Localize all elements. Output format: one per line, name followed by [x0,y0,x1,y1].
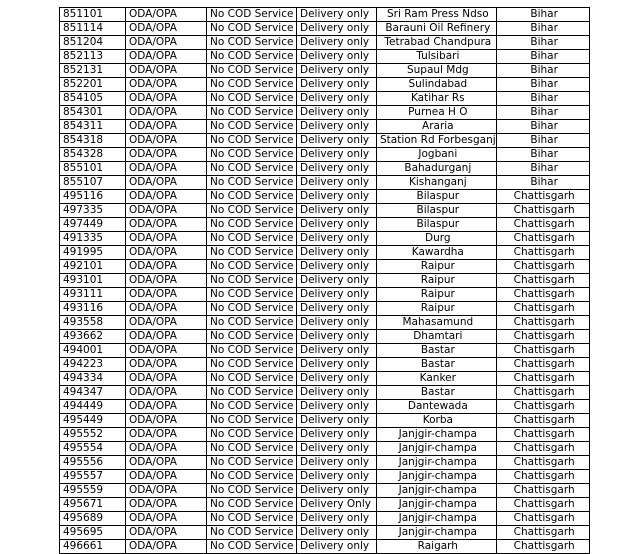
cod-status-cell: No COD Service [207,246,297,260]
location-cell: Janjgir-champa [377,498,497,512]
pincode-cell: 495671 [60,498,126,512]
pincode-cell: 493101 [60,274,126,288]
location-cell: Station Rd Forbesganj [377,134,497,148]
location-cell: Janjgir-champa [377,456,497,470]
delivery-mode-cell: Delivery only [297,92,377,106]
table-row [60,218,590,232]
state-cell: Chattisgarh [496,540,589,554]
cod-status-cell: No COD Service [207,218,297,232]
delivery-mode-cell: Delivery only [297,372,377,386]
table-row [60,386,590,400]
pincode-cell: 494347 [60,386,126,400]
service-type-cell: ODA/OPA [126,260,207,274]
service-type-cell: ODA/OPA [126,134,207,148]
table-row [60,260,590,274]
table-row [60,512,590,526]
table-row [60,190,590,204]
service-type-cell: ODA/OPA [126,470,207,484]
cod-status-cell: No COD Service [207,400,297,414]
pincode-cell: 496661 [60,540,126,554]
location-cell: Raigarh [377,540,497,554]
state-cell: Bihar [496,92,589,106]
cod-status-cell: No COD Service [207,260,297,274]
pincode-cell: 494334 [60,372,126,386]
table-row [60,428,590,442]
pincode-cell: 852131 [60,64,126,78]
location-cell: Bastar [377,386,497,400]
state-cell: Bihar [496,120,589,134]
table-row [60,344,590,358]
service-type-cell: ODA/OPA [126,526,207,540]
service-type-cell: ODA/OPA [126,274,207,288]
state-cell: Chattisgarh [496,218,589,232]
delivery-mode-cell: Delivery only [297,540,377,554]
cod-status-cell: No COD Service [207,414,297,428]
state-cell: Chattisgarh [496,204,589,218]
location-cell: Dantewada [377,400,497,414]
pincode-cell: 854318 [60,134,126,148]
table-row [60,470,590,484]
service-type-cell: ODA/OPA [126,246,207,260]
pincode-cell: 854328 [60,148,126,162]
pincode-cell: 495552 [60,428,126,442]
state-cell: Bihar [496,22,589,36]
cod-status-cell: No COD Service [207,22,297,36]
delivery-mode-cell: Delivery only [297,386,377,400]
location-cell: Janjgir-champa [377,512,497,526]
delivery-mode-cell: Delivery only [297,260,377,274]
cod-status-cell: No COD Service [207,78,297,92]
pincode-cell: 493558 [60,316,126,330]
cod-status-cell: No COD Service [207,540,297,554]
service-type-cell: ODA/OPA [126,400,207,414]
service-type-cell: ODA/OPA [126,498,207,512]
pincode-cell: 497335 [60,204,126,218]
table-row [60,232,590,246]
table-row [60,442,590,456]
service-type-cell: ODA/OPA [126,512,207,526]
location-cell: Barauni Oil Refinery [377,22,497,36]
cod-status-cell: No COD Service [207,204,297,218]
pincode-cell: 495449 [60,414,126,428]
location-cell: Raipur [377,288,497,302]
state-cell: Bihar [496,106,589,120]
table-row [60,134,590,148]
state-cell: Chattisgarh [496,526,589,540]
service-type-cell: ODA/OPA [126,36,207,50]
state-cell: Chattisgarh [496,414,589,428]
pincode-service-table [59,7,590,554]
table-row [60,22,590,36]
table-row [60,302,590,316]
pincode-cell: 495556 [60,456,126,470]
state-cell: Chattisgarh [496,288,589,302]
state-cell: Chattisgarh [496,456,589,470]
location-cell: Raipur [377,302,497,316]
service-type-cell: ODA/OPA [126,64,207,78]
state-cell: Chattisgarh [496,330,589,344]
service-type-cell: ODA/OPA [126,78,207,92]
state-cell: Chattisgarh [496,358,589,372]
state-cell: Chattisgarh [496,442,589,456]
cod-status-cell: No COD Service [207,64,297,78]
location-cell: Bastar [377,358,497,372]
location-cell: Kishanganj [377,176,497,190]
table-row [60,274,590,288]
table-row [60,36,590,50]
pincode-cell: 851204 [60,36,126,50]
state-cell: Chattisgarh [496,190,589,204]
cod-status-cell: No COD Service [207,302,297,316]
service-type-cell: ODA/OPA [126,8,207,22]
service-type-cell: ODA/OPA [126,120,207,134]
delivery-mode-cell: Delivery only [297,232,377,246]
pincode-cell: 852113 [60,50,126,64]
pincode-cell: 855101 [60,162,126,176]
cod-status-cell: No COD Service [207,232,297,246]
table-row [60,330,590,344]
delivery-mode-cell: Delivery Only [297,498,377,512]
cod-status-cell: No COD Service [207,148,297,162]
table-row [60,526,590,540]
table-row [60,246,590,260]
delivery-mode-cell: Delivery only [297,512,377,526]
pincode-cell: 495559 [60,484,126,498]
table-row [60,540,590,554]
service-type-cell: ODA/OPA [126,456,207,470]
service-type-cell: ODA/OPA [126,190,207,204]
location-cell: Raipur [377,260,497,274]
service-type-cell: ODA/OPA [126,148,207,162]
delivery-mode-cell: Delivery only [297,190,377,204]
service-type-cell: ODA/OPA [126,22,207,36]
delivery-mode-cell: Delivery only [297,344,377,358]
state-cell: Chattisgarh [496,484,589,498]
delivery-mode-cell: Delivery only [297,218,377,232]
location-cell: Kawardha [377,246,497,260]
state-cell: Chattisgarh [496,386,589,400]
table-row [60,456,590,470]
location-cell: Janjgir-champa [377,442,497,456]
state-cell: Bihar [496,176,589,190]
delivery-mode-cell: Delivery only [297,330,377,344]
service-type-cell: ODA/OPA [126,372,207,386]
table-row [60,176,590,190]
cod-status-cell: No COD Service [207,442,297,456]
table-row [60,106,590,120]
state-cell: Chattisgarh [496,260,589,274]
state-cell: Chattisgarh [496,302,589,316]
cod-status-cell: No COD Service [207,470,297,484]
service-type-cell: ODA/OPA [126,358,207,372]
table-row [60,92,590,106]
service-type-cell: ODA/OPA [126,414,207,428]
cod-status-cell: No COD Service [207,50,297,64]
delivery-mode-cell: Delivery only [297,526,377,540]
service-type-cell: ODA/OPA [126,330,207,344]
state-cell: Chattisgarh [496,274,589,288]
location-cell: Sri Ram Press Ndso [377,8,497,22]
service-type-cell: ODA/OPA [126,484,207,498]
delivery-mode-cell: Delivery only [297,148,377,162]
location-cell: Kanker [377,372,497,386]
cod-status-cell: No COD Service [207,386,297,400]
pincode-cell: 495116 [60,190,126,204]
location-cell: Korba [377,414,497,428]
delivery-mode-cell: Delivery only [297,64,377,78]
cod-status-cell: No COD Service [207,176,297,190]
cod-status-cell: No COD Service [207,190,297,204]
table-row [60,400,590,414]
location-cell: Supaul Mdg [377,64,497,78]
pincode-cell: 495695 [60,526,126,540]
location-cell: Bahadurganj [377,162,497,176]
service-type-cell: ODA/OPA [126,428,207,442]
table-row [60,358,590,372]
state-cell: Chattisgarh [496,470,589,484]
state-cell: Bihar [496,78,589,92]
state-cell: Chattisgarh [496,372,589,386]
pincode-cell: 492101 [60,260,126,274]
delivery-mode-cell: Delivery only [297,22,377,36]
location-cell: Janjgir-champa [377,428,497,442]
pincode-cell: 491335 [60,232,126,246]
location-cell: Purnea H O [377,106,497,120]
location-cell: Janjgir-champa [377,470,497,484]
delivery-mode-cell: Delivery only [297,120,377,134]
delivery-mode-cell: Delivery only [297,246,377,260]
delivery-mode-cell: Delivery only [297,78,377,92]
service-type-cell: ODA/OPA [126,344,207,358]
delivery-mode-cell: Delivery only [297,36,377,50]
service-type-cell: ODA/OPA [126,106,207,120]
cod-status-cell: No COD Service [207,456,297,470]
delivery-mode-cell: Delivery only [297,442,377,456]
location-cell: Bilaspur [377,204,497,218]
delivery-mode-cell: Delivery only [297,456,377,470]
table-row [60,316,590,330]
pincode-cell: 851114 [60,22,126,36]
cod-status-cell: No COD Service [207,92,297,106]
service-type-cell: ODA/OPA [126,204,207,218]
cod-status-cell: No COD Service [207,120,297,134]
service-type-cell: ODA/OPA [126,316,207,330]
cod-status-cell: No COD Service [207,288,297,302]
service-type-cell: ODA/OPA [126,50,207,64]
location-cell: Katihar Rs [377,92,497,106]
location-cell: Bastar [377,344,497,358]
state-cell: Bihar [496,162,589,176]
delivery-mode-cell: Delivery only [297,470,377,484]
pincode-cell: 491995 [60,246,126,260]
cod-status-cell: No COD Service [207,484,297,498]
delivery-mode-cell: Delivery only [297,50,377,64]
service-type-cell: ODA/OPA [126,162,207,176]
service-type-cell: ODA/OPA [126,386,207,400]
state-cell: Chattisgarh [496,344,589,358]
table-row [60,120,590,134]
location-cell: Raipur [377,274,497,288]
service-type-cell: ODA/OPA [126,442,207,456]
cod-status-cell: No COD Service [207,8,297,22]
cod-status-cell: No COD Service [207,134,297,148]
location-cell: Jogbani [377,148,497,162]
service-type-cell: ODA/OPA [126,288,207,302]
table-row [60,78,590,92]
cod-status-cell: No COD Service [207,428,297,442]
table-row [60,8,590,22]
delivery-mode-cell: Delivery only [297,316,377,330]
service-type-cell: ODA/OPA [126,232,207,246]
cod-status-cell: No COD Service [207,526,297,540]
state-cell: Chattisgarh [496,246,589,260]
cod-status-cell: No COD Service [207,344,297,358]
state-cell: Chattisgarh [496,316,589,330]
pincode-cell: 495689 [60,512,126,526]
delivery-mode-cell: Delivery only [297,428,377,442]
location-cell: Araria [377,120,497,134]
pincode-cell: 495557 [60,470,126,484]
location-cell: Bilaspur [377,190,497,204]
cod-status-cell: No COD Service [207,372,297,386]
pincode-cell: 497449 [60,218,126,232]
table-row [60,372,590,386]
table-body [60,8,590,554]
delivery-mode-cell: Delivery only [297,358,377,372]
pincode-cell: 494223 [60,358,126,372]
pincode-cell: 494001 [60,344,126,358]
pincode-cell: 855107 [60,176,126,190]
location-cell: Janjgir-champa [377,484,497,498]
location-cell: Tetrabad Chandpura [377,36,497,50]
service-type-cell: ODA/OPA [126,540,207,554]
service-type-cell: ODA/OPA [126,176,207,190]
state-cell: Bihar [496,64,589,78]
location-cell: Dhamtari [377,330,497,344]
state-cell: Chattisgarh [496,400,589,414]
table-row [60,148,590,162]
service-type-cell: ODA/OPA [126,302,207,316]
location-cell: Tulsibari [377,50,497,64]
state-cell: Bihar [496,8,589,22]
delivery-mode-cell: Delivery only [297,400,377,414]
location-cell: Bilaspur [377,218,497,232]
state-cell: Bihar [496,36,589,50]
delivery-mode-cell: Delivery only [297,414,377,428]
state-cell: Bihar [496,134,589,148]
state-cell: Bihar [496,148,589,162]
service-type-cell: ODA/OPA [126,92,207,106]
state-cell: Chattisgarh [496,428,589,442]
location-cell: Durg [377,232,497,246]
state-cell: Chattisgarh [496,498,589,512]
cod-status-cell: No COD Service [207,316,297,330]
state-cell: Chattisgarh [496,512,589,526]
delivery-mode-cell: Delivery only [297,484,377,498]
delivery-mode-cell: Delivery only [297,288,377,302]
pincode-cell: 852201 [60,78,126,92]
table-row [60,498,590,512]
location-cell: Sulindabad [377,78,497,92]
table-row [60,204,590,218]
pincode-cell: 495554 [60,442,126,456]
pincode-cell: 493662 [60,330,126,344]
cod-status-cell: No COD Service [207,498,297,512]
delivery-mode-cell: Delivery only [297,302,377,316]
state-cell: Bihar [496,50,589,64]
delivery-mode-cell: Delivery only [297,204,377,218]
delivery-mode-cell: Delivery only [297,176,377,190]
cod-status-cell: No COD Service [207,36,297,50]
cod-status-cell: No COD Service [207,330,297,344]
table-row [60,64,590,78]
delivery-mode-cell: Delivery only [297,274,377,288]
cod-status-cell: No COD Service [207,274,297,288]
cod-status-cell: No COD Service [207,358,297,372]
pincode-cell: 493116 [60,302,126,316]
table-row [60,414,590,428]
pincode-cell: 494449 [60,400,126,414]
cod-status-cell: No COD Service [207,512,297,526]
state-cell: Chattisgarh [496,232,589,246]
cod-status-cell: No COD Service [207,162,297,176]
pincode-cell: 493111 [60,288,126,302]
cod-status-cell: No COD Service [207,106,297,120]
location-cell: Mahasamund [377,316,497,330]
delivery-mode-cell: Delivery only [297,162,377,176]
pincode-cell: 854301 [60,106,126,120]
table-row [60,50,590,64]
table-row [60,484,590,498]
pincode-cell: 854105 [60,92,126,106]
table-row [60,288,590,302]
pincode-cell: 851101 [60,8,126,22]
table-row [60,162,590,176]
service-type-cell: ODA/OPA [126,218,207,232]
delivery-mode-cell: Delivery only [297,134,377,148]
delivery-mode-cell: Delivery only [297,8,377,22]
delivery-mode-cell: Delivery only [297,106,377,120]
location-cell: Janjgir-champa [377,526,497,540]
pincode-cell: 854311 [60,120,126,134]
